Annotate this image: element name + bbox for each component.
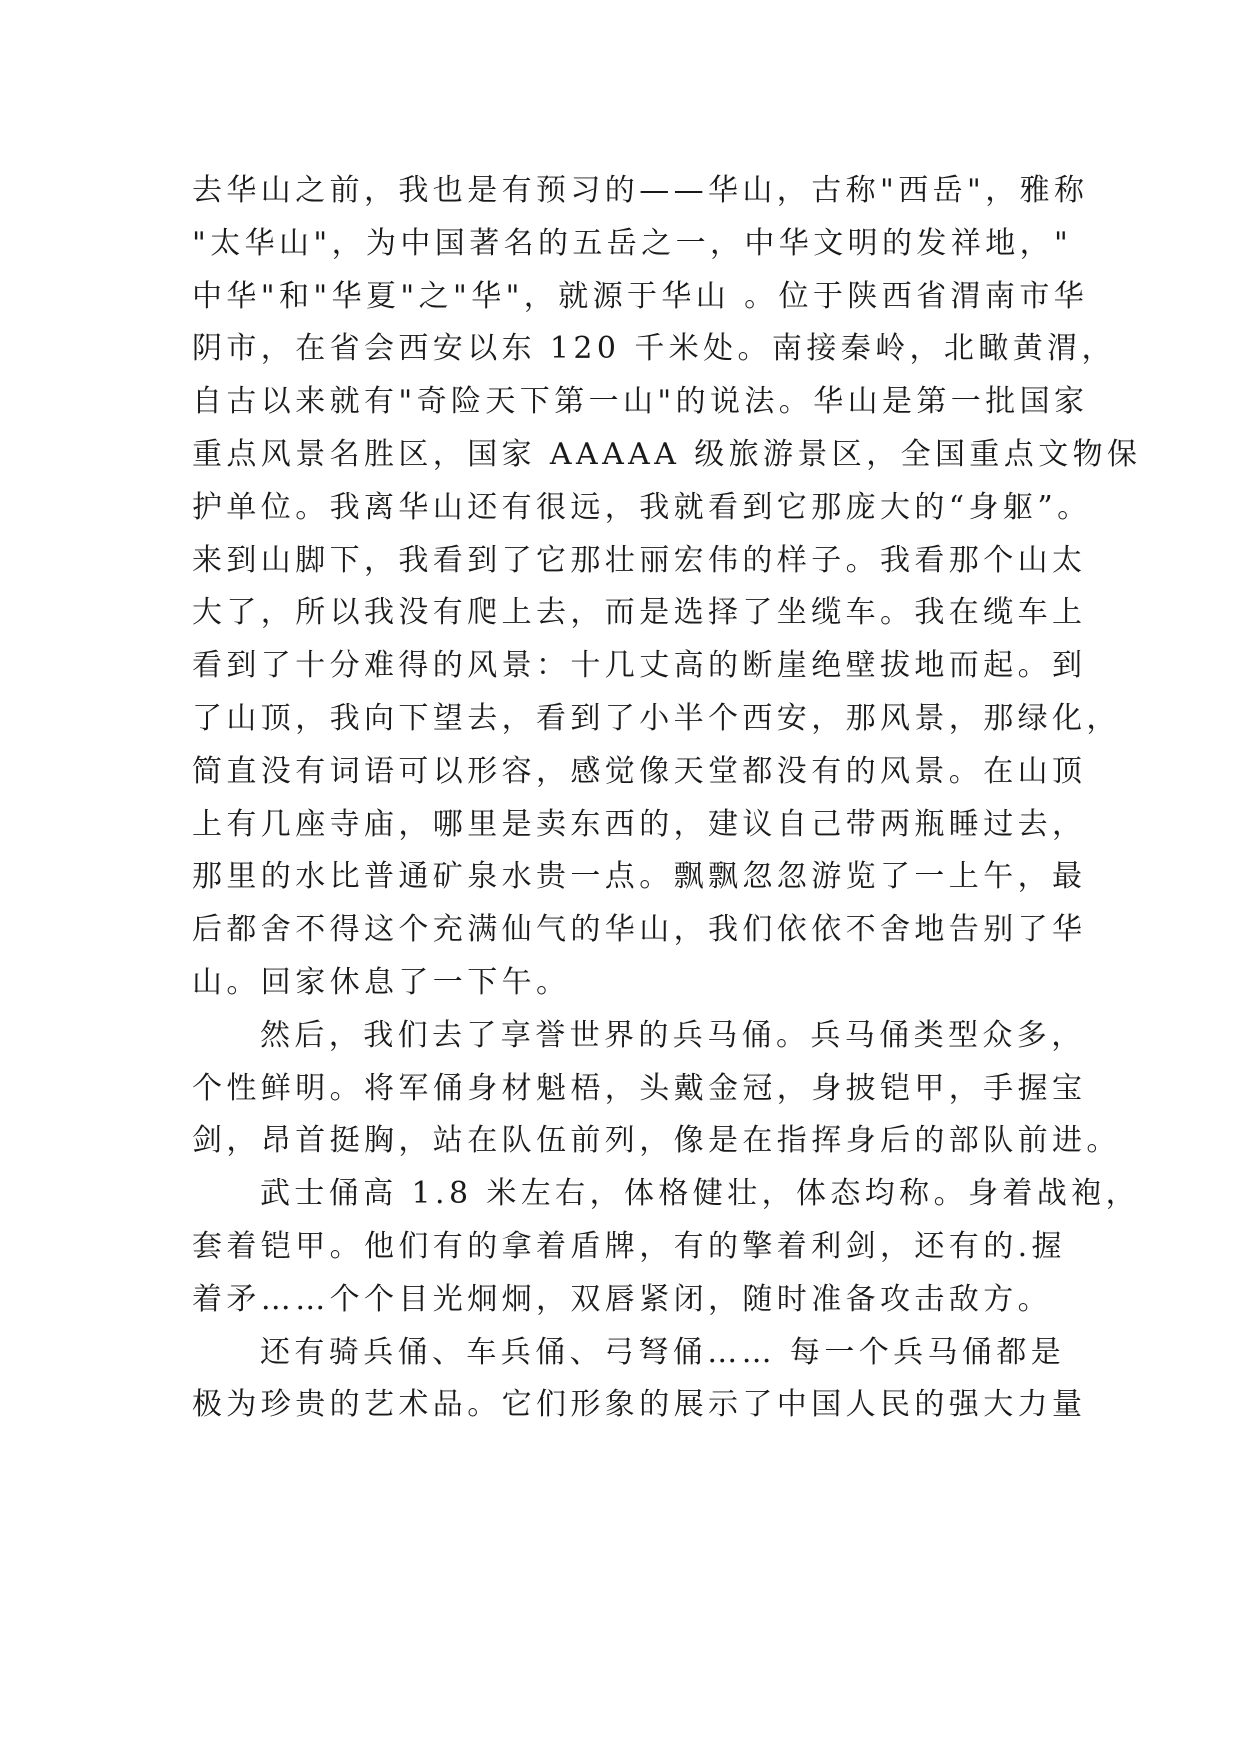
text-line: 那里的水比普通矿泉水贵一点。飘飘忽忽游览了一上午，最	[192, 859, 1087, 895]
text-line: 去华山之前，我也是有预习的——华山，古称"西岳"，雅称	[192, 173, 1089, 208]
text-line: 重点风景名胜区，国家 AAAAA 级旅游景区，全国重点文物保	[192, 436, 1142, 472]
text-line: 然后，我们去了享誉世界的兵马俑。兵马俑类型众多，	[260, 1017, 1086, 1053]
text-line: 中华"和"华夏"之"华"，就源于华山 。位于陕西省渭南市华	[192, 278, 1089, 314]
text-line: 极为珍贵的艺术品。它们形象的展示了中国人民的强大力量	[192, 1387, 1087, 1423]
paragraph-terracotta-intro	[192, 1010, 1121, 1168]
text-line: 护单位。我离华山还有很远，我就看到它那庞大的“身躯”。	[192, 489, 1092, 525]
text-line: 上有几座寺庙，哪里是卖东西的，建议自己带两瓶睡过去，	[192, 806, 1087, 842]
text-line: 简直没有词语可以形容，感觉像天堂都没有的风景。在山顶	[192, 753, 1087, 789]
text-line: "太华山"，为中国著名的五岳之一，中华文明的发祥地，"	[192, 225, 1073, 261]
paragraph-huashan	[192, 165, 1142, 1010]
text-line: 后都舍不得这个充满仙气的华山，我们依依不舍地告别了华	[192, 912, 1087, 948]
text-line: 自古以来就有"奇险天下第一山"的说法。华山是第一批国家	[192, 384, 1089, 420]
text-line: 来到山脚下，我看到了它那壮丽宏伟的样子。我看那个山太	[192, 542, 1087, 578]
paragraph-warrior-figures	[192, 1168, 1140, 1326]
text-line: 山。回家休息了一下午。	[192, 964, 571, 1000]
text-line: 还有骑兵俑、车兵俑、弓弩俑…… 每一个兵马俑都是	[260, 1334, 1066, 1370]
text-line: 套着铠甲。他们有的拿着盾牌，有的擎着利剑，还有的.握	[192, 1228, 1066, 1264]
text-line: 武士俑高 1.8 米左右，体格健壮，体态均称。身着战袍，	[260, 1176, 1140, 1212]
text-line: 着矛……个个目光炯炯，双唇紧闭，随时准备攻击敌方。	[192, 1281, 1052, 1317]
paragraph-other-figures	[192, 1327, 1087, 1433]
document-body	[192, 165, 1142, 1432]
text-line: 了山顶，我向下望去，看到了小半个西安，那风景，那绿化，	[192, 700, 1121, 736]
text-line: 看到了十分难得的风景：十几丈高的断崖绝壁拔地而起。到	[192, 648, 1087, 684]
text-line: 阴市，在省会西安以东 120 千米处。南接秦岭，北瞰黄渭，	[192, 331, 1116, 367]
text-line: 剑，昂首挺胸，站在队伍前列，像是在指挥身后的部队前进。	[192, 1123, 1121, 1159]
text-line: 个性鲜明。将军俑身材魁梧，头戴金冠，身披铠甲，手握宝	[192, 1070, 1087, 1106]
text-line: 大了，所以我没有爬上去，而是选择了坐缆车。我在缆车上	[192, 595, 1087, 631]
